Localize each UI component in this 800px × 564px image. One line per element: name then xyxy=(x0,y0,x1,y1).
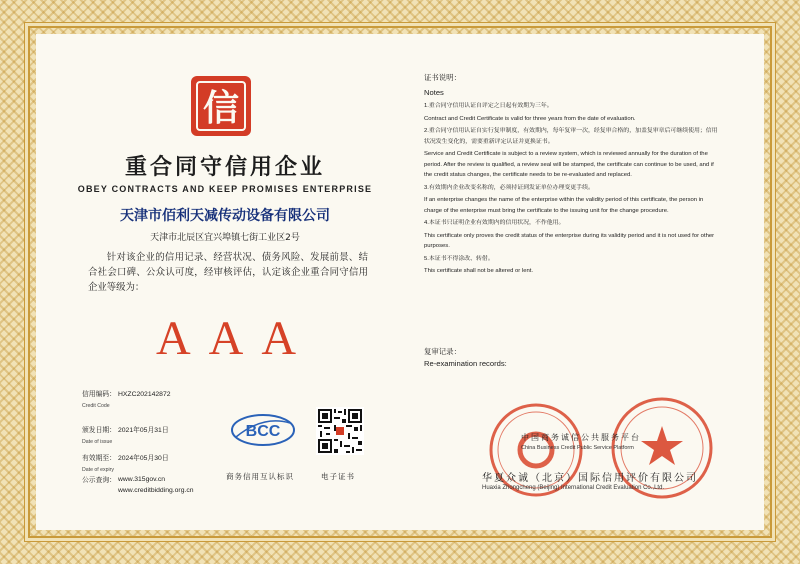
note-item: Contract and Credit Certificate is valid for three years from the date of evaluation. xyxy=(424,115,636,122)
bcc-logo-icon xyxy=(230,413,296,447)
evaluator-name: 华夏众诚（北京）国际信用评价有限公司 xyxy=(482,473,698,484)
company-name: 天津市佰利天减传动设备有限公司 xyxy=(120,208,330,224)
certificate-title: 重合同守信用企业 xyxy=(124,154,325,180)
note-item: 2.重合同守信用认证自实行复审制度，有效期内，每年复审一次，经复审合格的，加盖复审章后可继续使用；信用状况发生变化的，需要重新评定认证并更换证书。 xyxy=(424,128,718,145)
platform-name: 中国商务诚信公共服务平台 xyxy=(521,433,641,442)
note-item: Service and Credit Certificate is subject to a review system, which is reviewed annually for the duration of the period. After the review is qualified, a review seal will be stamped, the certificate can continue to be used, and if the credit status changes, the certificate needs to be re-evaluated and replaced. xyxy=(424,151,714,178)
credit-logo-icon xyxy=(189,74,253,138)
platform-name-en: China Business Credit Public Service Platform xyxy=(521,445,634,451)
expiry-date-label: 有效期至： xyxy=(82,455,116,462)
evaluation-statement: 针对该企业的信用记录、经营状况、债务风险、发展前景、结合社会口碑、公众认可度，经审核评估，认定该企业重合同守信用企业等级为： xyxy=(88,252,368,293)
notes-heading: 证书说明： xyxy=(424,73,461,82)
expiry-date-value: 2024年05月30日 xyxy=(117,455,169,462)
reexam-section xyxy=(424,346,507,368)
credit-code-label: 信用编码： xyxy=(82,391,116,398)
credit-code-label-en: Credit Code xyxy=(82,403,110,409)
issue-date-block xyxy=(82,419,169,445)
expiry-date-block xyxy=(82,447,169,473)
company-address: 天津市北辰区宜兴埠镇七街工业区2号 xyxy=(150,233,300,243)
note-item: 5.本证书不得涂改、转借。 xyxy=(424,255,494,262)
evaluator-name-en: Huaxia Zhongcheng (Beijing) International Credit Evaluation Co.,Ltd. xyxy=(482,485,665,491)
note-item: 1.重合同守信用认证自评定之日起有效期为三年。 xyxy=(424,103,553,109)
credit-code-block xyxy=(82,383,171,409)
inquiry-block xyxy=(82,474,194,496)
inquiry-site-1[interactable]: www.315gov.cn xyxy=(117,476,166,483)
qr-code[interactable] xyxy=(316,407,364,455)
notes-section xyxy=(424,72,722,279)
reexam-label-en: Re-examination records: xyxy=(424,359,507,368)
logo-char: 信 xyxy=(202,87,240,129)
expiry-date-label-en: Date of expiry xyxy=(82,467,115,473)
note-item: This certificate only proves the credit status of the enterprise during its validity period and it is not used for other purposes. xyxy=(424,232,715,249)
note-item: If an enterprise changes the name of the enterprise within the validity period of this certificate, the person in charge of the enterprise must bring the certificate to the issuing unit for the change procedure. xyxy=(424,197,704,214)
issue-date-label-en: Date of issue xyxy=(82,439,113,445)
note-item: 3.有效期内企业改变名称的，必须持证到发证单位办理变更手续。 xyxy=(424,184,594,191)
issue-date-value: 2021年05月31日 xyxy=(117,427,169,434)
reexam-label: 复审记录： xyxy=(424,347,461,356)
credit-code-value: HXZC202142872 xyxy=(117,391,171,398)
inquiry-site-2[interactable]: www.creditbidding.org.cn xyxy=(117,487,194,494)
inquiry-label: 公示查询： xyxy=(82,477,116,484)
issue-date-label: 颁发日期： xyxy=(82,427,116,434)
bcc-text: BCC xyxy=(245,423,281,440)
note-item: 4.本证书只证明企业有效期内的信用状况，不作他用。 xyxy=(424,220,565,226)
qr-caption: 电子证书 xyxy=(321,472,355,481)
credit-grade: AAA xyxy=(156,312,314,365)
notes-heading-en: Notes xyxy=(424,88,444,97)
note-item: This certificate shall not be altered or lent. xyxy=(424,268,534,274)
bcc-caption: 商务信用互认标识 xyxy=(226,472,294,481)
certificate-title-en: OBEY CONTRACTS AND KEEP PROMISES ENTERPRISE xyxy=(77,184,373,194)
